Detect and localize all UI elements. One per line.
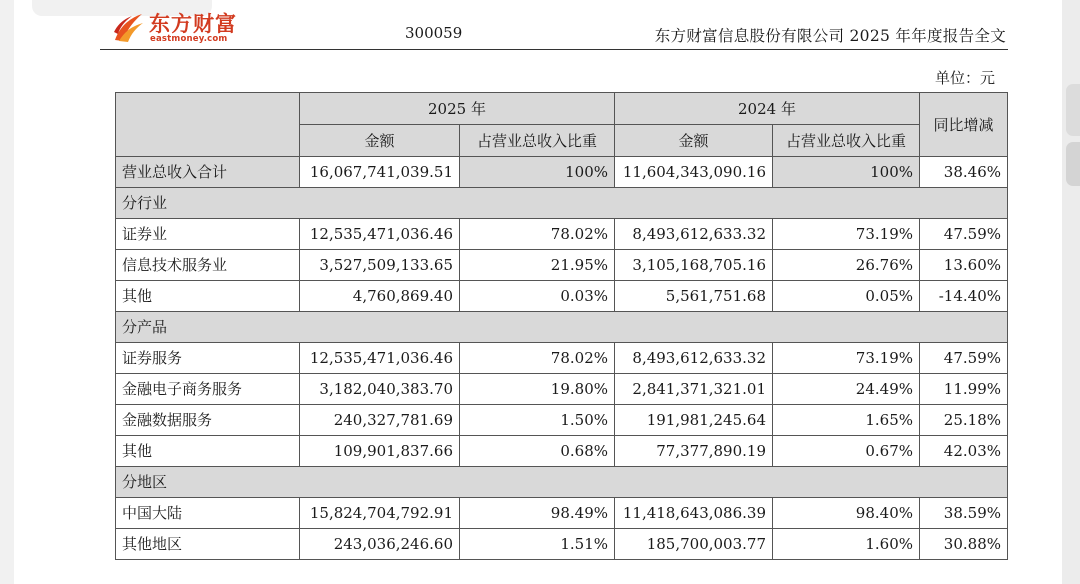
amount-2025-cell: 3,527,509,133.65 xyxy=(300,250,460,281)
table-row xyxy=(116,281,1008,312)
yoy-cell: 13.60% xyxy=(920,250,1008,281)
table-row xyxy=(116,374,1008,405)
ratio-2025-cell: 100% xyxy=(460,157,615,188)
yoy-cell: 30.88% xyxy=(920,529,1008,560)
ratio-2024-cell: 98.40% xyxy=(773,498,920,529)
ratio-2024-cell: 0.67% xyxy=(773,436,920,467)
ratio-2024-cell: 0.05% xyxy=(773,281,920,312)
row-label: 信息技术服务业 xyxy=(116,250,300,281)
table-row xyxy=(116,436,1008,467)
ratio-2024-cell: 1.60% xyxy=(773,529,920,560)
amount-2024-cell: 8,493,612,633.32 xyxy=(615,219,773,250)
amount-2025-cell: 109,901,837.66 xyxy=(300,436,460,467)
unit-label: 单位：元 xyxy=(935,69,996,87)
amount-2024-cell: 11,604,343,090.16 xyxy=(615,157,773,188)
table-row xyxy=(116,405,1008,436)
yoy-cell: -14.40% xyxy=(920,281,1008,312)
stock-code: 300059 xyxy=(405,24,463,42)
amount-2025-cell: 12,535,471,036.46 xyxy=(300,343,460,374)
amount-2024-cell: 3,105,168,705.16 xyxy=(615,250,773,281)
yoy-cell: 11.99% xyxy=(920,374,1008,405)
amount-2025-cell: 16,067,741,039.51 xyxy=(300,157,460,188)
yoy-cell: 47.59% xyxy=(920,219,1008,250)
row-label: 营业总收入合计 xyxy=(116,157,300,188)
header-year-2024: 2024 年 xyxy=(615,93,920,125)
header-amount-2025: 金额 xyxy=(300,125,460,157)
amount-2025-cell: 240,327,781.69 xyxy=(300,405,460,436)
header-blank-cell xyxy=(116,93,300,157)
yoy-cell: 42.03% xyxy=(920,436,1008,467)
row-label: 金融数据服务 xyxy=(116,405,300,436)
table-row xyxy=(116,250,1008,281)
side-handle-tab[interactable] xyxy=(1066,84,1080,136)
header-divider xyxy=(100,49,1008,50)
header-amount-2024: 金额 xyxy=(615,125,773,157)
ratio-2025-cell: 1.51% xyxy=(460,529,615,560)
amount-2025-cell: 12,535,471,036.46 xyxy=(300,219,460,250)
amount-2024-cell: 11,418,643,086.39 xyxy=(615,498,773,529)
yoy-cell: 25.18% xyxy=(920,405,1008,436)
logo-chinese-name: 东方财富 xyxy=(149,12,237,36)
total-row xyxy=(116,157,1008,188)
header-ratio-2025: 占营业总收入比重 xyxy=(460,125,615,157)
amount-2025-cell: 4,760,869.40 xyxy=(300,281,460,312)
header-ratio-2024: 占营业总收入比重 xyxy=(773,125,920,157)
yoy-cell: 38.59% xyxy=(920,498,1008,529)
ratio-2024-cell: 1.65% xyxy=(773,405,920,436)
ratio-2025-cell: 0.03% xyxy=(460,281,615,312)
header-yoy-change: 同比增减 xyxy=(920,93,1008,157)
ratio-2025-cell: 78.02% xyxy=(460,343,615,374)
row-label: 其他 xyxy=(116,281,300,312)
amount-2025-cell: 243,036,246.60 xyxy=(300,529,460,560)
row-label: 证券业 xyxy=(116,219,300,250)
amount-2024-cell: 5,561,751.68 xyxy=(615,281,773,312)
section-header-row xyxy=(116,188,1008,219)
eastmoney-logo xyxy=(112,8,252,48)
ratio-2024-cell: 26.76% xyxy=(773,250,920,281)
ratio-2025-cell: 21.95% xyxy=(460,250,615,281)
revenue-breakdown-table xyxy=(115,92,1008,560)
ratio-2025-cell: 1.50% xyxy=(460,405,615,436)
ratio-2024-cell: 73.19% xyxy=(773,219,920,250)
amount-2024-cell: 8,493,612,633.32 xyxy=(615,343,773,374)
ratio-2025-cell: 19.80% xyxy=(460,374,615,405)
ratio-2025-cell: 0.68% xyxy=(460,436,615,467)
section-header-row xyxy=(116,467,1008,498)
row-label: 中国大陆 xyxy=(116,498,300,529)
amount-2024-cell: 191,981,245.64 xyxy=(615,405,773,436)
section-header-row xyxy=(116,312,1008,343)
row-label: 其他地区 xyxy=(116,529,300,560)
ratio-2024-cell: 24.49% xyxy=(773,374,920,405)
yoy-cell: 47.59% xyxy=(920,343,1008,374)
ratio-2025-cell: 98.49% xyxy=(460,498,615,529)
table-row xyxy=(116,529,1008,560)
document-title: 东方财富信息股份有限公司 2025 年年度报告全文 xyxy=(654,27,1006,45)
ratio-2024-cell: 100% xyxy=(773,157,920,188)
ratio-2025-cell: 78.02% xyxy=(460,219,615,250)
ratio-2024-cell: 73.19% xyxy=(773,343,920,374)
amount-2024-cell: 2,841,371,321.01 xyxy=(615,374,773,405)
yoy-cell: 38.46% xyxy=(920,157,1008,188)
amount-2024-cell: 77,377,890.19 xyxy=(615,436,773,467)
table-row xyxy=(116,498,1008,529)
row-label: 其他 xyxy=(116,436,300,467)
table-row xyxy=(116,343,1008,374)
row-label: 金融电子商务服务 xyxy=(116,374,300,405)
side-handle-tab-secondary[interactable] xyxy=(1066,142,1080,186)
row-label: 证券服务 xyxy=(116,343,300,374)
eastmoney-logo-icon xyxy=(112,10,146,44)
amount-2024-cell: 185,700,003.77 xyxy=(615,529,773,560)
section-title: 分产品 xyxy=(116,312,1008,343)
amount-2025-cell: 3,182,040,383.70 xyxy=(300,374,460,405)
table-row xyxy=(116,219,1008,250)
left-edge-bar xyxy=(0,0,14,584)
section-title: 分地区 xyxy=(116,467,1008,498)
logo-english-domain: eastmoney.com xyxy=(150,34,228,44)
section-title: 分行业 xyxy=(116,188,1008,219)
report-header xyxy=(100,6,1008,50)
amount-2025-cell: 15,824,704,792.91 xyxy=(300,498,460,529)
header-year-2025: 2025 年 xyxy=(300,93,615,125)
